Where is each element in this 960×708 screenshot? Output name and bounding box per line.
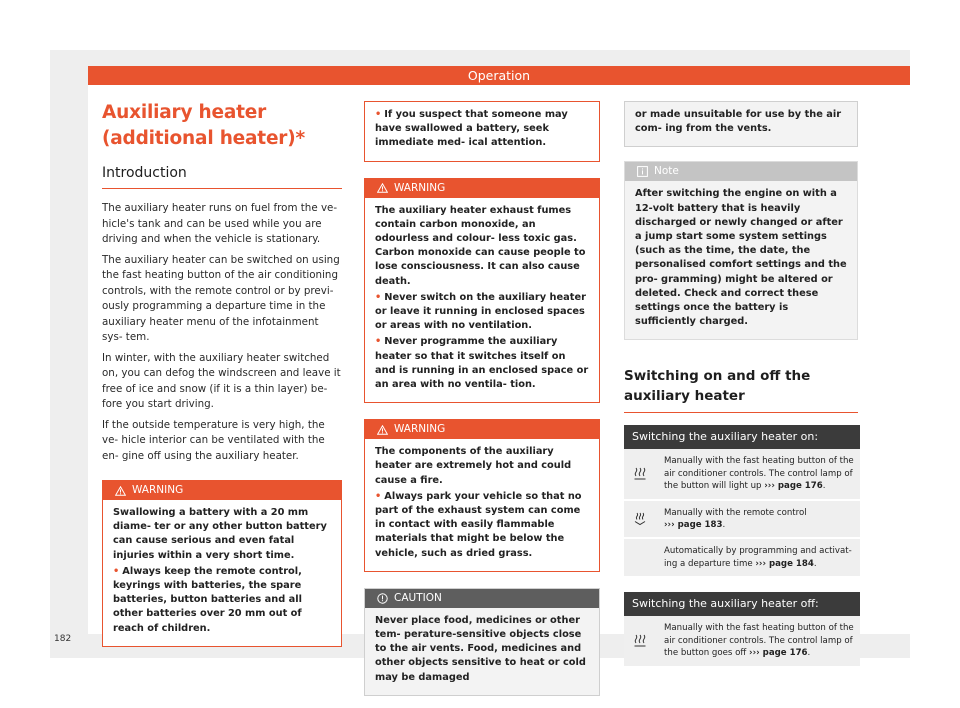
section-title: Switching on and off the auxiliary heater	[624, 366, 858, 413]
paragraph: In winter, with the auxiliary heater switched on, you can defog the windscreen and leave it free of ice and snow (if it is a thin layer) be- fore you start driving.	[102, 351, 341, 410]
table-cell	[656, 539, 860, 576]
warning-text: The auxiliary heater exhaust fumes contain carbon monoxide, an odourless and colour- less toxic gas. Carbon monoxide can cause people to lose consciousness. It can also cause death.	[375, 204, 586, 287]
page-number: 182	[54, 634, 72, 644]
warning-bullet	[375, 335, 589, 392]
caution-label: CAUTION	[394, 591, 442, 604]
warning-bullet	[113, 565, 331, 636]
cell-text: Automatically by programming and activat- ing a departure time	[664, 546, 852, 569]
table-header: Switching the auxiliary heater on:	[624, 425, 860, 449]
switch-on-table	[624, 425, 860, 578]
paragraph: The auxiliary heater can be switched on using the fast heating button of the air conditioning controls, with the remote control or by previ- ously programming a departure time in the auxiliary heater menu of the infotainment sys- tem.	[102, 253, 340, 343]
manual-page	[88, 66, 910, 683]
remote-heating-icon	[624, 501, 656, 538]
table-cell	[656, 616, 860, 665]
note-text: After switching the engine on with a 12-volt battery that is heavily discharged or newly changed or after a jump start some system settings (such as the time, the date, the personalised comfort settings and the pro- gramming) might be altered or deleted. Check and correct these settings once the battery is sufficiently charged.	[635, 188, 847, 328]
warning-triangle-icon	[377, 425, 388, 435]
fast-heating-icon	[624, 449, 656, 498]
bullet-text: Always park your vehicle so that no part of the exhaust system can come in contact with easily flammable materials that might be below the vehicle, such as dried grass.	[375, 490, 582, 559]
bullet-text: Always keep the remote control, keyrings with batteries, the spare batteries, button batteries and all other batteries over 20 mm out of reach of children.	[113, 565, 302, 634]
cell-text: Manually with the fast heating button of the air conditioner controls. The control lamp of the button will light up	[664, 456, 854, 492]
empty-icon-cell	[624, 539, 656, 576]
page-background	[50, 50, 910, 683]
bullet-icon: •	[375, 336, 382, 348]
page-title: Auxiliary heater (additional heater)*	[102, 102, 305, 149]
fast-heating-icon	[624, 616, 656, 665]
table-row	[624, 501, 860, 540]
intro-heading-block	[102, 164, 342, 189]
cell-punctuation: .	[722, 520, 726, 531]
warning-triangle-icon	[377, 183, 388, 193]
switch-off-table	[624, 592, 860, 667]
warning-box-continued	[364, 101, 600, 162]
bullet-icon: •	[375, 490, 382, 502]
page-ref-link[interactable]: ››› page 183	[664, 520, 723, 531]
warning-body	[365, 198, 599, 403]
table-header: Switching the auxiliary heater off:	[624, 592, 860, 616]
cell-punctuation: .	[822, 481, 826, 492]
table-row	[624, 539, 860, 578]
table-cell	[656, 449, 860, 498]
cell-punctuation: .	[813, 558, 817, 569]
bullet-icon: •	[375, 109, 382, 120]
warning-label: WARNING	[394, 423, 446, 436]
info-icon	[637, 166, 648, 177]
note-box	[624, 161, 858, 340]
warning-body	[365, 439, 599, 571]
middle-column	[364, 101, 600, 696]
bullet-text: If you suspect that someone may have swallowed a battery, seek immediate med- ical attention.	[375, 109, 568, 149]
paragraph: If the outside temperature is very high, the ve- hicle interior can be ventilated with the en- gine off using the auxiliary heater.	[102, 418, 325, 462]
warning-text: Swallowing a battery with a 20 mm diame- ter or any other button battery can cause serious and even fatal injuries within a very short time.	[113, 507, 327, 561]
cell-text: Manually with the remote control	[664, 507, 807, 518]
warning-bullet	[375, 490, 589, 561]
table-cell	[656, 501, 860, 538]
warning-label: WARNING	[132, 484, 184, 496]
warning-triangle-icon	[115, 486, 126, 496]
caution-box	[364, 588, 600, 696]
right-column	[624, 101, 858, 668]
warning-bullet	[375, 108, 589, 151]
section-header: Operation	[88, 66, 910, 85]
warning-body	[365, 102, 599, 161]
bullet-icon: •	[113, 565, 120, 577]
cell-text: Manually with the fast heating button of the air conditioner controls. The control lamp of the button goes off	[664, 623, 854, 659]
caution-circle-icon	[377, 593, 388, 604]
warning-body	[103, 500, 341, 646]
warning-box	[364, 419, 600, 572]
warning-header	[103, 481, 341, 500]
note-label: Note	[654, 165, 679, 178]
bullet-text: Never switch on the auxiliary heater or leave it running in enclosed spaces or areas with no ventilation.	[375, 291, 586, 332]
warning-header	[365, 179, 599, 198]
page-ref-link[interactable]: ››› page 176	[764, 481, 823, 492]
caution-body	[365, 608, 599, 695]
bullet-text: Never programme the auxiliary heater so that it switches itself on and is running in an enclosed space or an area with no ventila- tion.	[375, 336, 589, 391]
left-column	[102, 100, 342, 647]
note-header	[625, 162, 857, 181]
caution-body	[625, 102, 857, 146]
table-row	[624, 449, 860, 500]
paragraph: The auxiliary heater runs on fuel from the ve- hicle's tank and can be used while you are driving and when the vehicle is stationary.	[102, 202, 338, 245]
caution-box-continued	[624, 101, 858, 147]
caution-text: or made unsuitable for use by the air com- ing from the vents.	[635, 109, 842, 135]
warning-header	[365, 420, 599, 439]
page-ref-link[interactable]: ››› page 184	[755, 558, 814, 569]
caution-header	[365, 589, 599, 608]
table-row	[624, 616, 860, 667]
intro-heading: Introduction	[102, 165, 187, 181]
warning-box	[102, 480, 342, 647]
note-body	[625, 181, 857, 339]
warning-bullet	[375, 291, 589, 334]
warning-text: The components of the auxiliary heater are extremely hot and could cause a fire.	[375, 446, 572, 486]
caution-text: Never place food, medicines or other tem- perature-sensitive objects close to the air vents. Food, medicines and other objects sensitive to heat or cold may be damaged	[375, 614, 586, 683]
warning-box	[364, 178, 600, 404]
warning-label: WARNING	[394, 181, 446, 194]
cell-punctuation: .	[807, 648, 811, 659]
page-ref-link[interactable]: ››› page 176	[749, 648, 808, 659]
bullet-icon: •	[375, 291, 382, 303]
